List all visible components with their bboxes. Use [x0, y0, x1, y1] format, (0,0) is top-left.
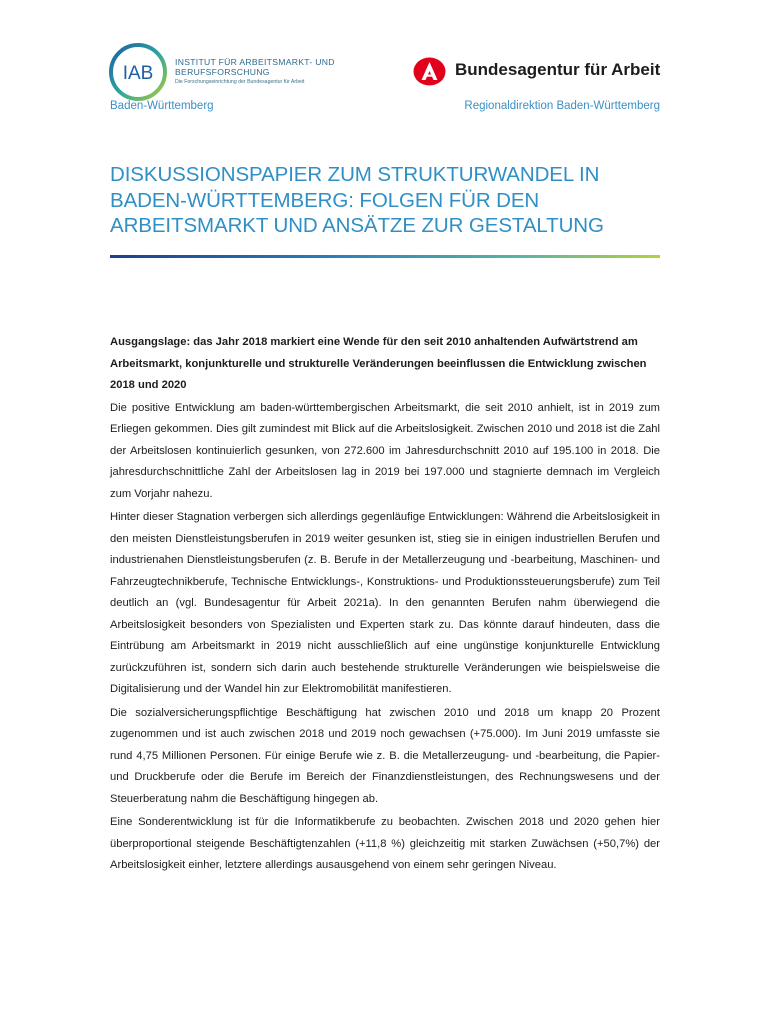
region-label-left: Baden-Württemberg: [110, 100, 214, 112]
body-paragraph-1: Die positive Entwicklung am baden-württembergischen Arbeitsmarkt, die seit 2010 anhielt, ist in 2019 zum Erliegen gekommen. Dies gilt zumindest mit Blick auf die Arbeitslosigkeit. Zwischen 2010 und 2018 ist die Zahl der Arbeitslosen kontinuierlich gesunken, von 272.600 im Jahresdurchschnitt 2010 auf 195.100 in 2018. Die jahresdurchschnittliche Zahl der Arbeitslosen lag in 2019 bei 197.000 und stagnierte demnach im Vergleich zum Vorjahr nahezu.: [110, 401, 660, 500]
iab-name-line2: BERUFSFORSCHUNG: [175, 66, 270, 77]
page-header: [0, 0, 770, 130]
body-paragraph-3: Die sozialversicherungspflichtige Beschäftigung hat zwischen 2010 und 2018 um knapp 20 Prozent zugenommen und ist auch zwischen 2018 und 2019 noch gewachsen (+75.000). Im Juni 2019 umfasste sie rund 4,75 Millionen Personen. Für einige Berufe wie z. B. die Metallerzeugung- und -bearbeitung, die Papier- und Druckberufe oder die Berufe im Bereich der Finanzdienstleistungen, des Rechnungswesens und der Steuerberatung nahm die Beschäftigung hingegen ab.: [110, 706, 660, 805]
region-label-right: Regionaldirektion Baden-Württemberg: [464, 100, 660, 112]
lead-paragraph: Ausgangslage: das Jahr 2018 markiert eine Wende für den seit 2010 anhaltenden Aufwärtstrend am Arbeitsmarkt, konjunkturelle und strukturelle Veränderungen beeinflussen die Entwicklung zwischen 2018 und 2020: [110, 336, 647, 391]
iab-institute-name: [175, 58, 335, 88]
document-title: DISKUSSIONSPAPIER ZUM STRUKTURWANDEL IN BADEN-WÜRTTEMBERG: FOLGEN FÜR DEN ARBEITSMARKT UND ANSÄTZE ZUR GESTALTUNG: [110, 163, 604, 237]
body-paragraph-2: Hinter dieser Stagnation verbergen sich allerdings gegenläufige Entwicklungen: Während die Arbeitslosigkeit in den meisten Dienstleistungsberufen in 2019 weiter gesunken ist, stieg sie in einigen industriellen Berufen und industrienahen Dienstleistungsberufen (z. B. Berufe in der Metallerzeugung und -bearbeitung, Maschinen- und Fahrzeugtechnikberufe, Technische Entwicklungs-, Konstruktions- und Produktionssteuerungsberufe) zum Teil deutlich an (vgl. Bundesagentur für Arbeit 2021a). In den genannten Berufen nahm überwiegend die Arbeitslosigkeit besonders von Spezialisten und Experten stark zu. Das könnte darauf hindeuten, dass die Eintrübung am Arbeitsmarkt in 2019 nicht ausschließlich auf eine ungünstige konjunkturelle Entwicklung zurückzuführen ist, sondern sich darin auch bestehende strukturelle Veränderungen wie beispielsweise die Digitalisierung und der Wandel hin zur Elektromobilität manifestieren.: [110, 511, 660, 695]
iab-logo-text: IAB: [122, 63, 154, 84]
ba-logo-icon: [413, 57, 446, 86]
body-paragraph-4: Eine Sonderentwicklung ist für die Informatikberufe zu beobachten. Zwischen 2018 und 2020 gehen hier überproportional steigende Beschäftigtenzahlen (+11,8 %) gleichzeitig mit starken Zuwächsen (+50,7%) der Arbeitslosigkeit einher, letztere allerdings ausausgehend von einem sehr geringen Niveau.: [110, 816, 660, 871]
title-divider: [110, 255, 660, 258]
iab-name-line1: INSTITUT FÜR ARBEITSMARKT- UND: [175, 57, 335, 67]
iab-logo: [108, 42, 168, 102]
iab-tagline: Die Forschungseinrichtung der Bundesagentur für Arbeit: [175, 79, 305, 85]
ba-name: Bundesagentur für Arbeit: [455, 60, 661, 79]
document-body: [110, 332, 660, 879]
